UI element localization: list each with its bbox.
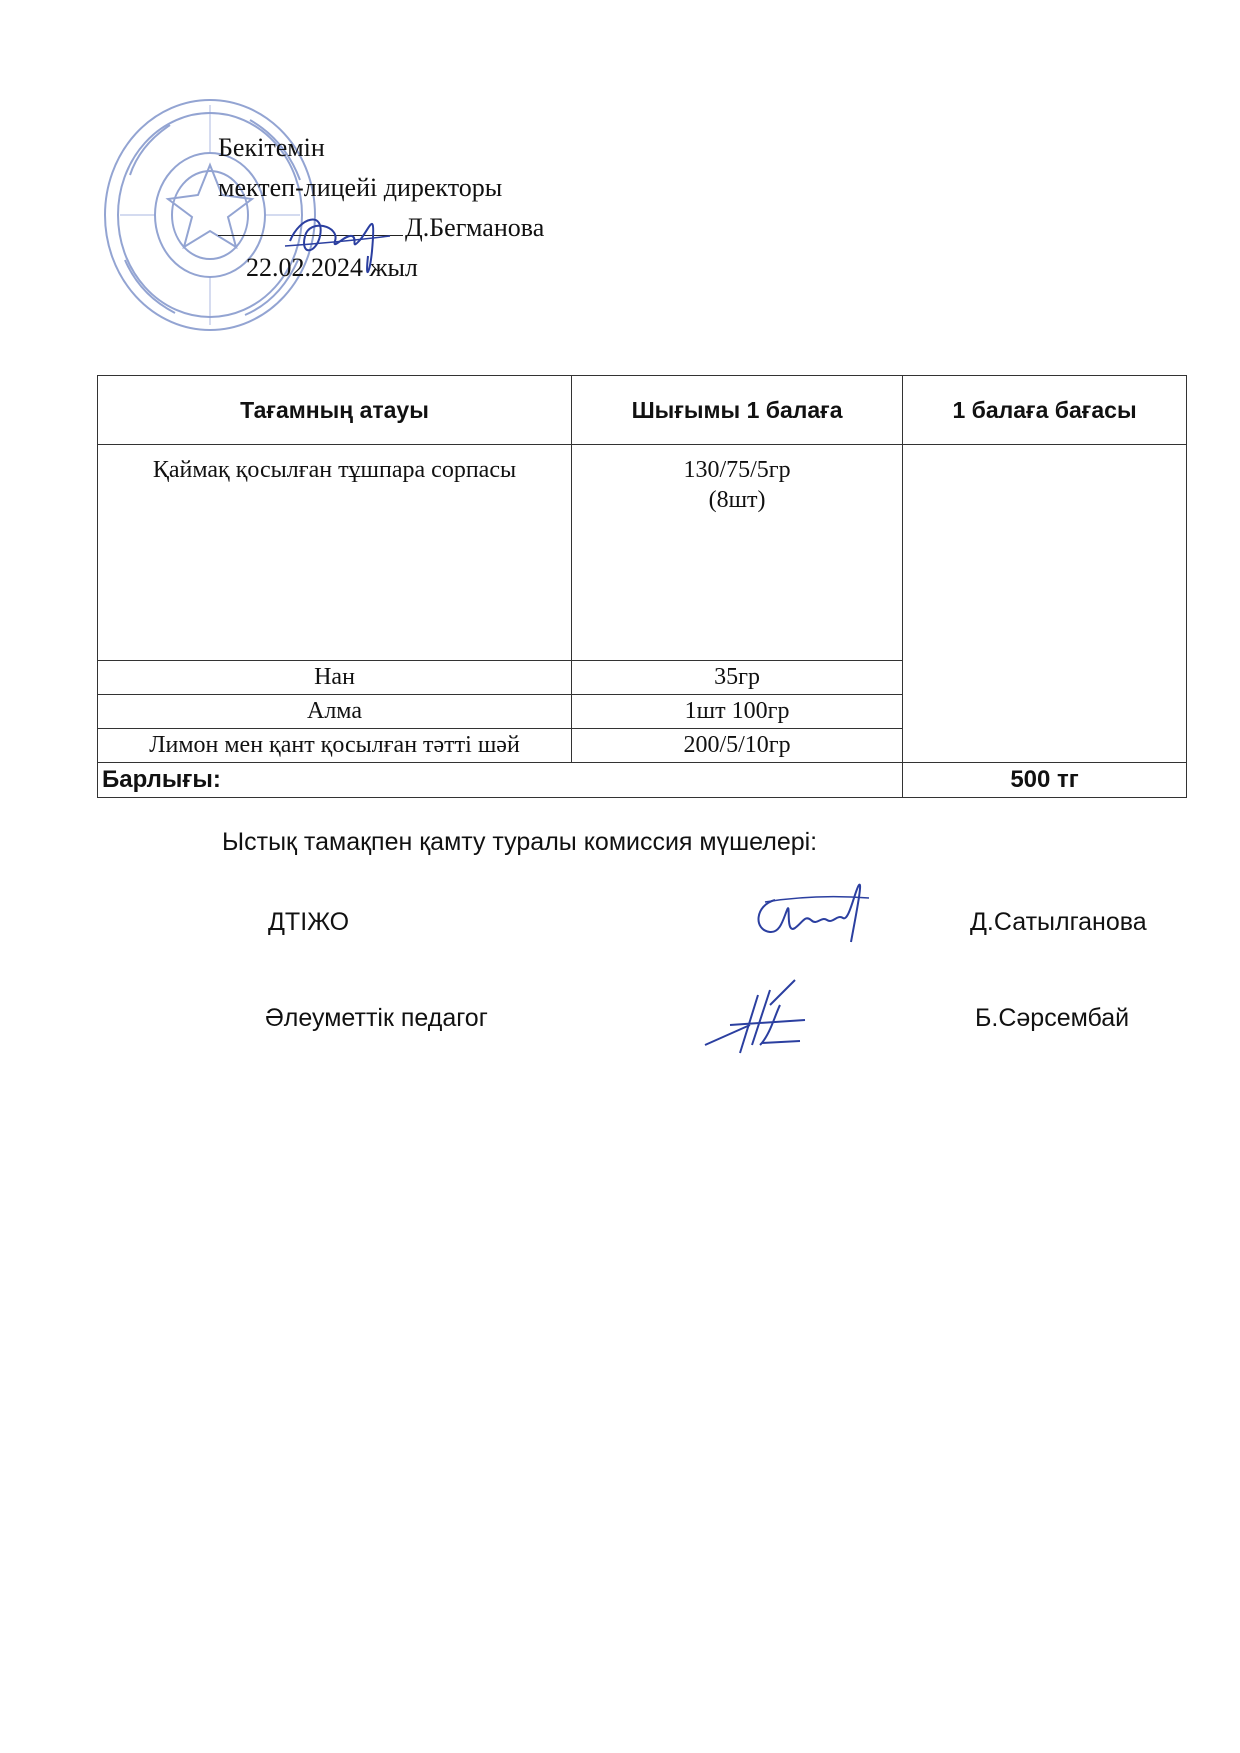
dish-yield: 35гр — [572, 661, 903, 695]
dish-name: Алма — [98, 695, 572, 729]
table-row — [98, 445, 1187, 661]
member-signature — [700, 965, 810, 1060]
director-name: Д.Бегманова — [405, 213, 545, 242]
dish-yield-note: (8шт) — [708, 487, 766, 513]
table-header-row — [98, 376, 1187, 445]
dish-yield-value: 130/75/5гр — [683, 457, 791, 483]
dish-name: Нан — [98, 661, 572, 695]
header-yield: Шығымы 1 балаға — [572, 376, 903, 445]
menu-table — [97, 375, 1187, 798]
dish-name: Қаймақ қосылған тұшпара сорпасы — [98, 445, 572, 661]
member-signature — [745, 880, 875, 950]
member-name: Б.Сәрсембай — [975, 1004, 1130, 1032]
header-price: 1 балаға бағасы — [903, 376, 1187, 445]
commission-title: Ыстық тамақпен қамту туралы комиссия мүшелері: — [222, 828, 818, 856]
dish-yield: 1шт 100гр — [572, 695, 903, 729]
approval-position: мектеп-лицейі директоры — [218, 173, 503, 202]
member-role: ДТІЖО — [268, 908, 350, 936]
dish-yield — [572, 445, 903, 661]
approval-title: Бекітемін — [218, 133, 325, 162]
director-signature — [280, 196, 400, 286]
dish-yield: 200/5/10гр — [572, 729, 903, 763]
header-dish-name: Тағамның атауы — [98, 376, 572, 445]
total-row — [98, 763, 1187, 798]
dish-name: Лимон мен қант қосылған тәтті шәй — [98, 729, 572, 763]
total-label: Барлығы: — [98, 763, 903, 798]
price-cell — [903, 445, 1187, 763]
approval-date: 22.02.2024 жыл — [246, 253, 418, 282]
member-name: Д.Сатылганова — [970, 908, 1147, 936]
member-role: Әлеуметтік педагог — [265, 1004, 488, 1032]
total-value: 500 тг — [903, 763, 1187, 798]
